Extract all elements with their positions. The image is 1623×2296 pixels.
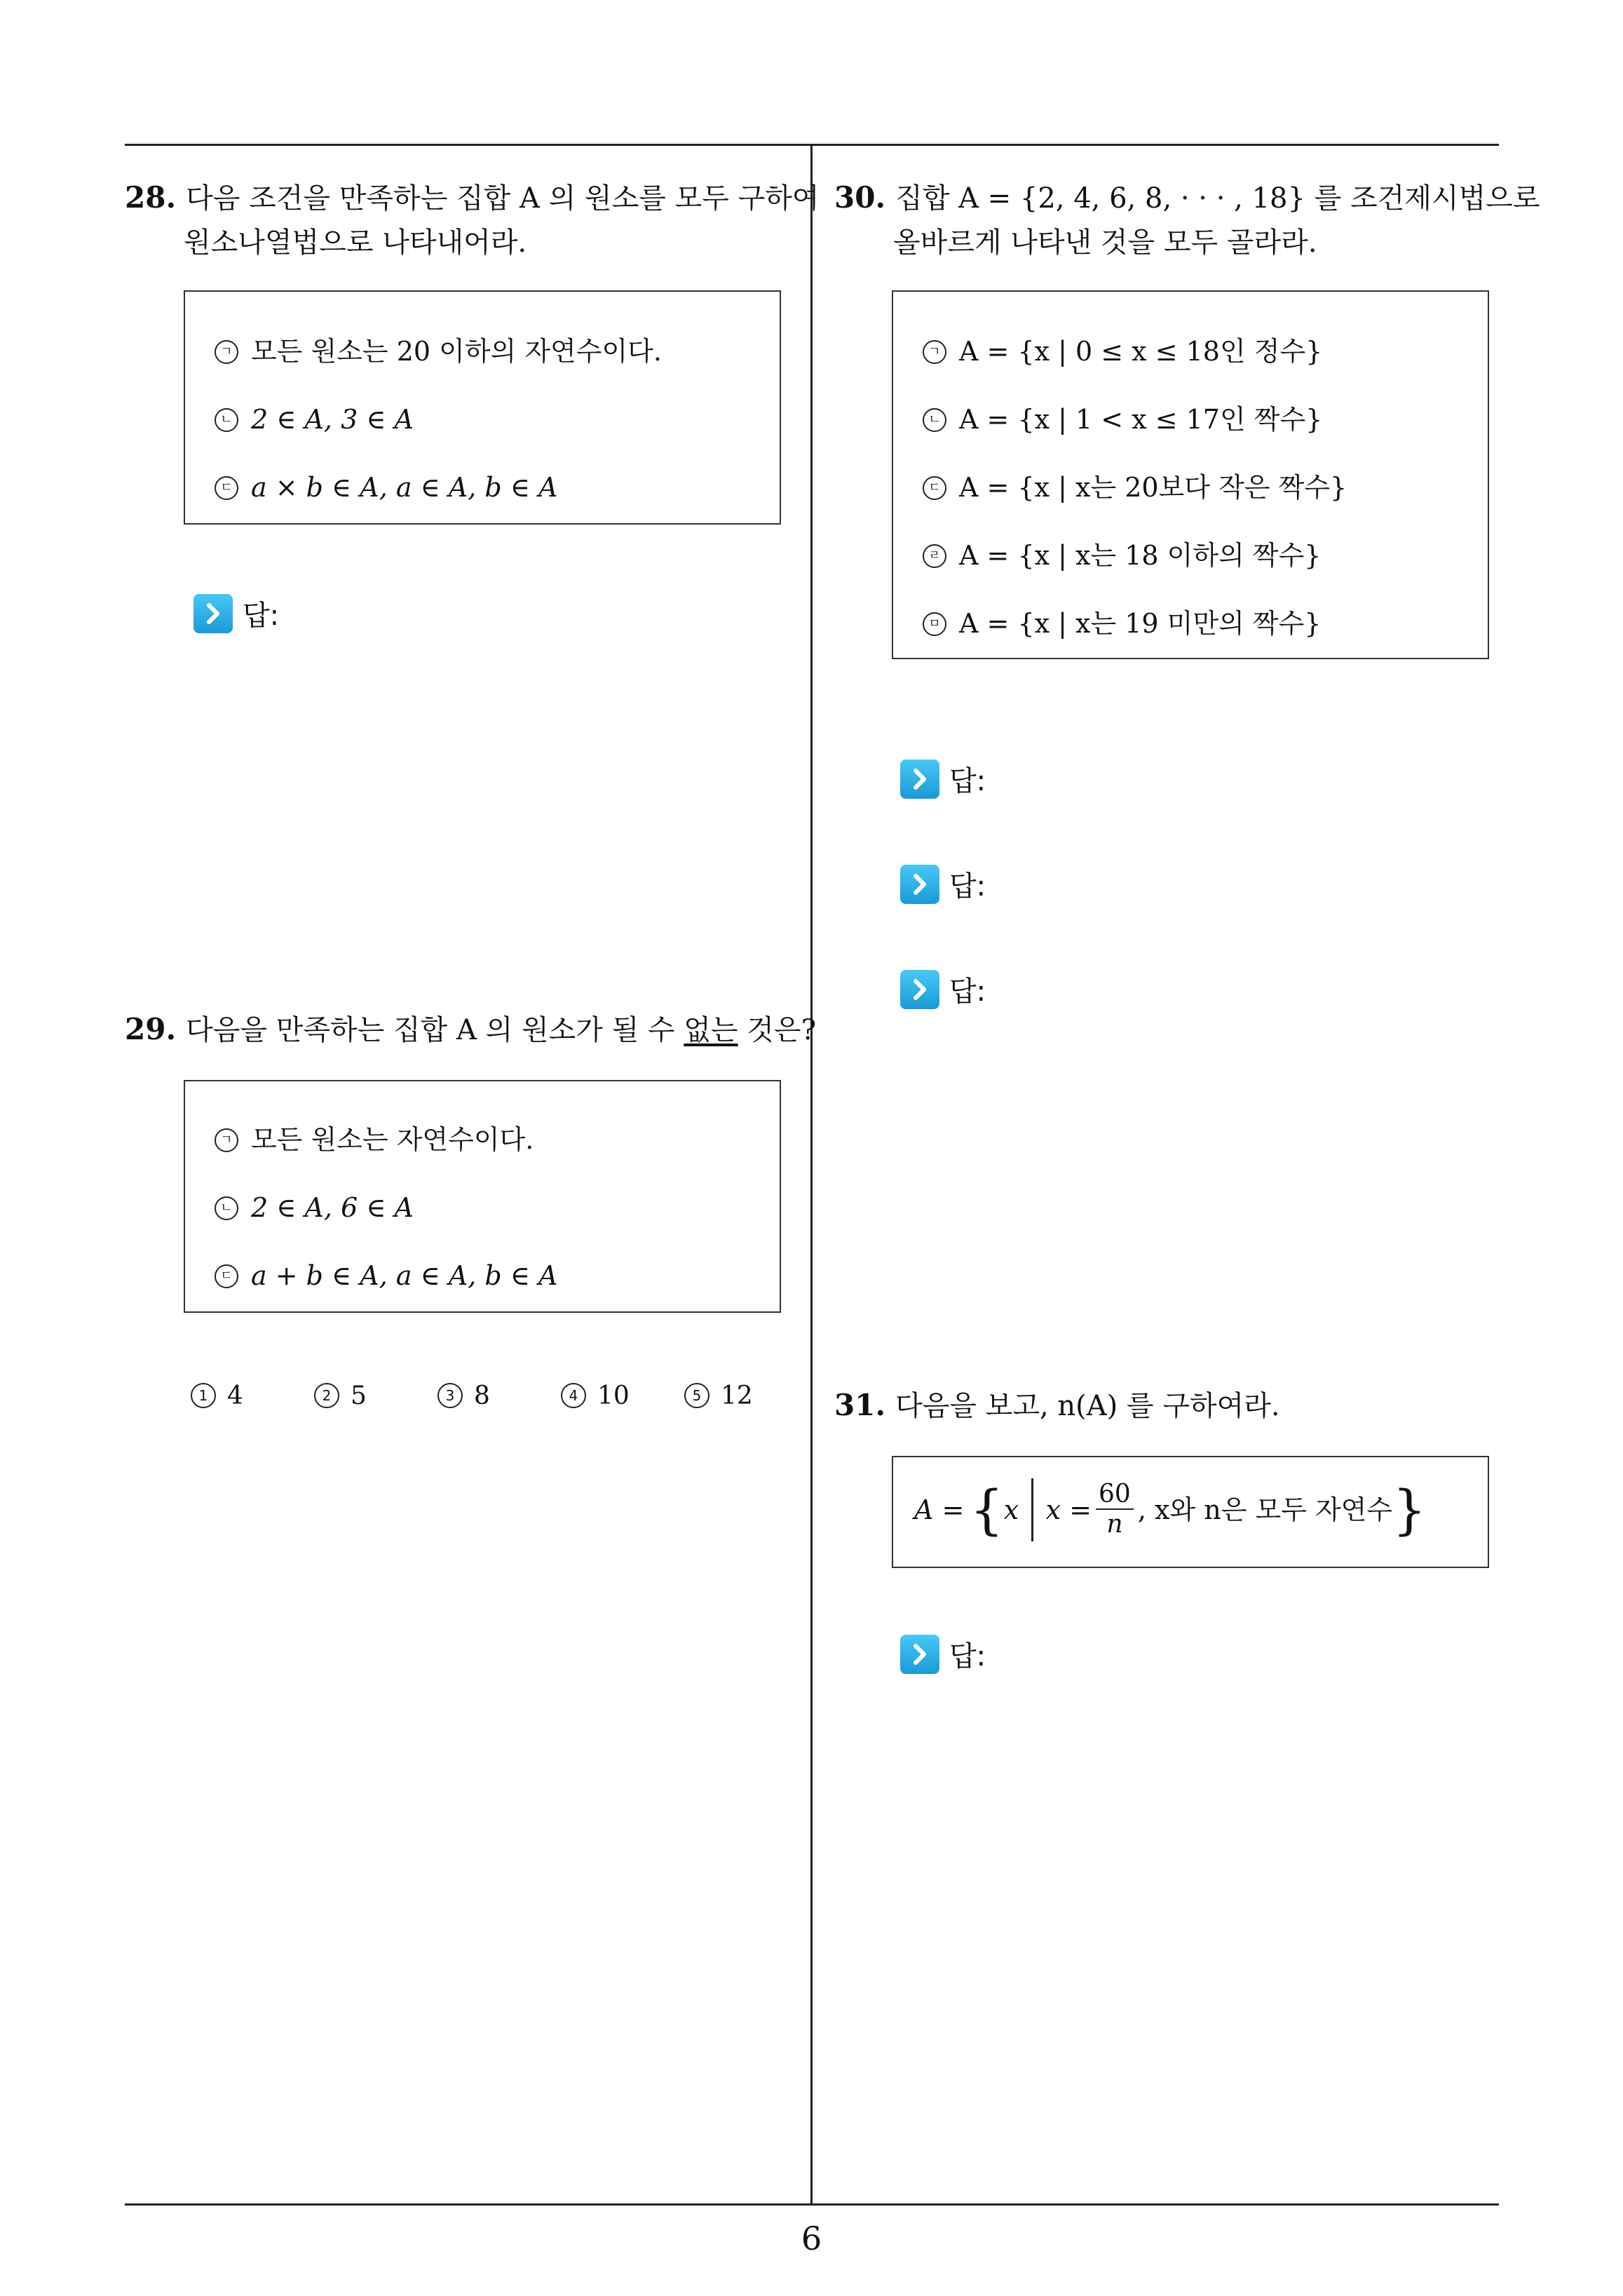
condition-box — [184, 290, 781, 525]
answer-field-3[interactable] — [900, 969, 986, 1009]
condition-box — [184, 1080, 781, 1313]
chevron-right-icon — [900, 970, 939, 1009]
condition-item: ㄴ 2 ∈ A, 6 ∈ A — [215, 1190, 414, 1225]
question-28 — [125, 175, 819, 221]
question-text: 집합 A = {2, 4, 6, 8, · · · , 18} 를 조건제시법으로 — [895, 182, 1540, 215]
column-divider — [810, 144, 813, 2206]
circled-mark: ㄴ — [923, 408, 946, 432]
answer-label: 답: — [949, 870, 986, 903]
chevron-right-icon — [193, 594, 233, 633]
circled-mark: ㄱ — [215, 340, 238, 364]
answer-field[interactable] — [900, 1634, 986, 1674]
answer-label: 답: — [243, 600, 280, 632]
set-formula: A = { x x = $\frac{60}{n}$ , x와 n은 모두 자연수 } — [914, 1478, 1427, 1541]
question-number: 29. — [125, 1012, 177, 1046]
circled-mark: ㅁ — [923, 612, 946, 636]
answer-label: 답: — [949, 975, 986, 1008]
answer-label: 답: — [949, 1640, 986, 1673]
choice-2[interactable]: 2 5 — [314, 1382, 367, 1410]
circled-mark: ㄷ — [215, 1264, 238, 1288]
answer-field-1[interactable] — [900, 759, 986, 799]
choice-4[interactable]: 4 10 — [561, 1382, 630, 1410]
question-31 — [834, 1383, 1280, 1429]
question-text-cont: 원소나열법으로 나타내어라. — [184, 227, 527, 259]
condition-item: ㄷ a + b ∈ A, a ∈ A, b ∈ A — [215, 1258, 557, 1293]
question-29: 29. 다음을 만족하는 집합 A 의 원소가 될 수 없는 것은? — [125, 1012, 817, 1046]
answer-label: 답: — [949, 765, 986, 797]
chevron-right-icon — [900, 865, 939, 904]
circled-mark: ㄱ — [215, 1128, 238, 1152]
question-number: 31. — [834, 1388, 886, 1422]
circled-mark: ㄷ — [215, 476, 238, 500]
condition-item: ㄷ A = {x | x는 20보다 작은 짝수} — [923, 470, 1347, 505]
question-text: 다음을 만족하는 집합 A 의 원소가 될 수 — [186, 1014, 684, 1046]
emphasis-underlined: 없는 — [684, 1014, 738, 1046]
condition-item: ㄱ 모든 원소는 20 이하의 자연수이다. — [215, 334, 662, 369]
condition-item: ㄴ A = {x | 1 < x ≤ 17인 짝수} — [923, 402, 1322, 437]
answer-field[interactable] — [193, 593, 279, 633]
condition-item: ㄷ a × b ∈ A, a ∈ A, b ∈ A — [215, 470, 557, 505]
condition-item: ㅁ A = {x | x는 19 미만의 짝수} — [923, 606, 1321, 641]
condition-item: ㄴ 2 ∈ A, 3 ∈ A — [215, 402, 414, 437]
question-text: 다음을 보고, n(A) 를 구하여라. — [895, 1390, 1280, 1422]
choice-3[interactable]: 3 8 — [437, 1382, 490, 1410]
circled-mark: ㄷ — [923, 476, 946, 500]
condition-item: ㄱ A = {x | 0 ≤ x ≤ 18인 정수} — [923, 334, 1322, 369]
answer-field-2[interactable] — [900, 864, 986, 904]
question-text: 다음 조건을 만족하는 집합 A 의 원소를 모두 구하여 — [186, 182, 820, 215]
circled-mark: ㄴ — [215, 1196, 238, 1220]
chevron-right-icon — [900, 759, 939, 799]
question-text-cont: 올바르게 나타낸 것을 모두 골라라. — [893, 227, 1317, 259]
condition-item: ㄱ 모든 원소는 자연수이다. — [215, 1122, 534, 1157]
circled-mark: ㄴ — [215, 408, 238, 432]
choice-5[interactable]: 5 12 — [684, 1382, 753, 1410]
set-definition-box — [892, 1456, 1489, 1568]
chevron-right-icon — [900, 1635, 939, 1674]
question-number: 28. — [125, 180, 177, 215]
fraction: $\frac{60}{n}$ — [1096, 1480, 1134, 1539]
condition-item: ㄹ A = {x | x는 18 이하의 짝수} — [923, 538, 1321, 573]
choice-1[interactable]: 1 4 — [191, 1382, 243, 1410]
page-number: 6 — [801, 2220, 822, 2257]
question-30 — [834, 175, 1540, 221]
condition-box — [892, 290, 1489, 659]
bottom-rule — [125, 2203, 1499, 2206]
question-number: 30. — [834, 180, 886, 215]
circled-mark: ㄹ — [923, 544, 946, 568]
circled-mark: ㄱ — [923, 340, 946, 364]
